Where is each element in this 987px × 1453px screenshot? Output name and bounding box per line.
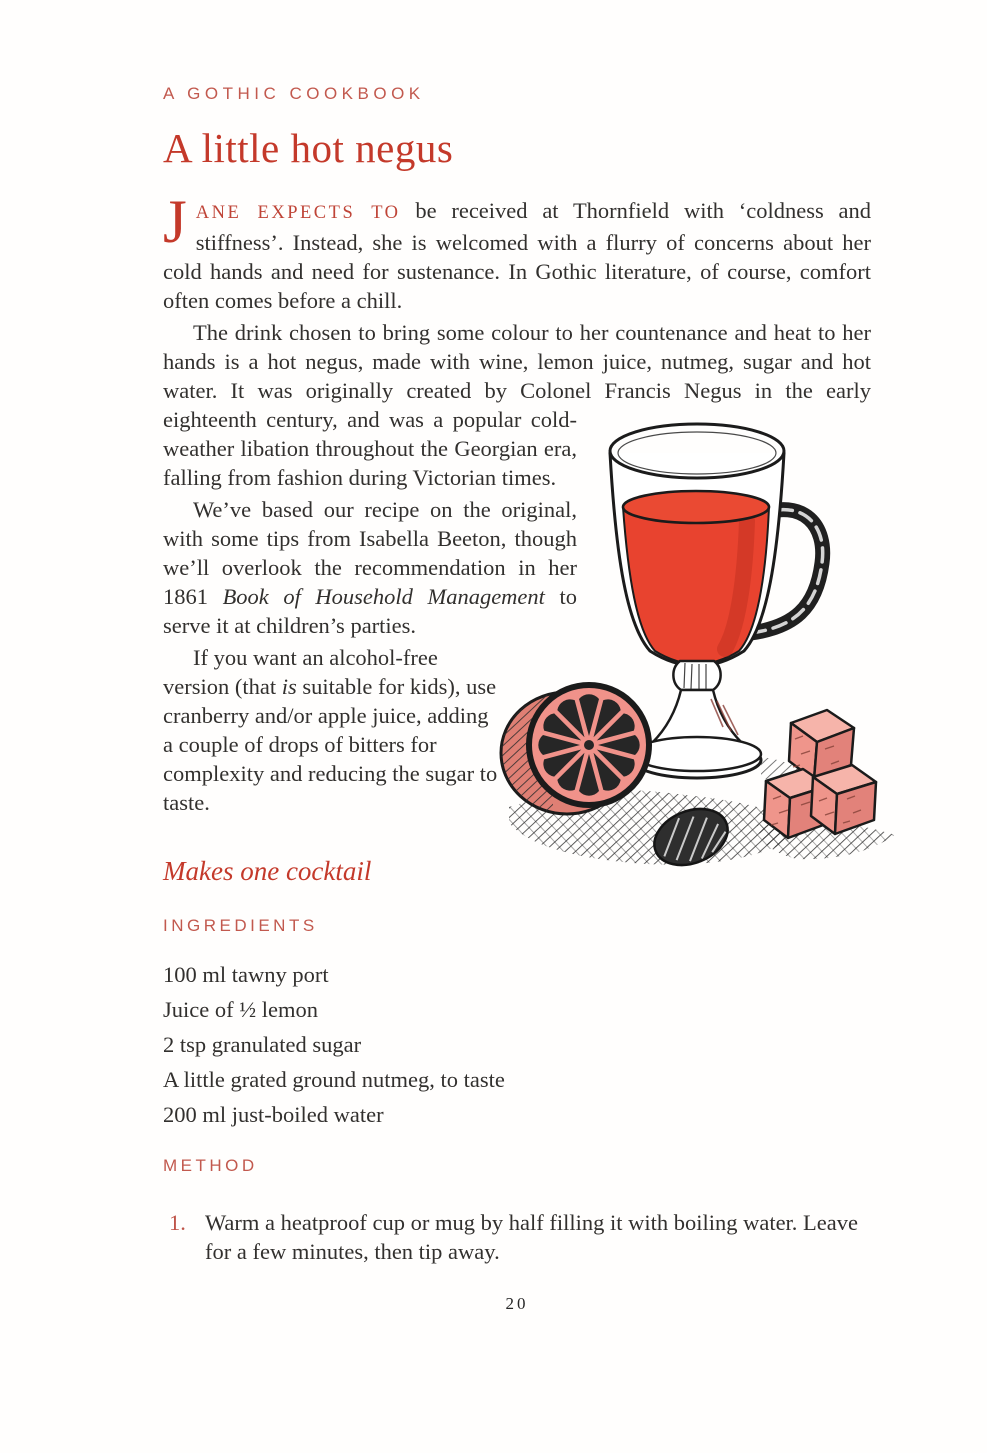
paragraph-text: We’ve based our recipe on the original, with some tips from Isabella Beeton, though we’ll overlook the recommendation in her 1861 bbox=[163, 496, 577, 609]
book-kicker: A GOTHIC COOKBOOK bbox=[163, 84, 425, 103]
method-step bbox=[163, 1208, 871, 1266]
intro-paragraph-2 bbox=[163, 318, 871, 492]
paragraph-text: If you want an alcohol-free version (that bbox=[163, 644, 438, 699]
page-number: 20 bbox=[505, 1294, 529, 1313]
liquid-surface bbox=[623, 491, 769, 523]
method-header: METHOD bbox=[163, 1155, 258, 1175]
page-content bbox=[163, 0, 871, 1313]
intro-paragraph-1 bbox=[163, 188, 871, 315]
recipe-title: A little hot negus bbox=[163, 125, 454, 171]
book-title-italic: Book of Household Management bbox=[222, 583, 545, 609]
ingredients-list bbox=[163, 957, 871, 1132]
yield-note: Makes one cocktail bbox=[163, 855, 372, 886]
paragraph-text: suitable for kids), use cranberry and/or apple juice, adding a couple of drops of bitters for complexity and reducing the sugar to taste. bbox=[163, 673, 498, 815]
paragraph-text: eighteenth century, and was a popular cold-weather libation throughout the Georgian era, falling from fashion during Victorian times. bbox=[163, 406, 577, 490]
ingredient-item: 2 tsp granulated sugar bbox=[163, 1031, 362, 1057]
paragraph-text: The drink chosen to bring some colour to her countenance and heat to her hands is a hot negus, made with wine, lemon juice, nutmeg, sugar and hot water. It was originally created by Colonel Francis Negus in the early bbox=[163, 319, 871, 403]
ingredient-item: A little grated ground nutmeg, to taste bbox=[163, 1066, 505, 1092]
emphasis-italic: is bbox=[281, 673, 297, 699]
paragraph-text: be received at Thornfield with ‘coldness and stiffness’. Instead, she is welcomed with a flurry of concerns about her cold hands and need for sustenance. In Gothic literature, of course, comfort often comes before a chill. bbox=[163, 197, 871, 313]
negus-illustration-svg bbox=[495, 409, 935, 879]
lead-small-caps: ANE EXPECTS TO bbox=[195, 202, 401, 223]
ingredient-item: 100 ml tawny port bbox=[163, 961, 329, 987]
ingredient-item: 200 ml just-boiled water bbox=[163, 1101, 384, 1127]
ingredient-item: Juice of ½ lemon bbox=[163, 996, 318, 1022]
paragraph-text: to serve it at children’s parties. bbox=[163, 583, 577, 638]
stem-knop bbox=[673, 661, 720, 690]
negus-illustration bbox=[501, 409, 871, 879]
step-number: 1. bbox=[169, 1209, 186, 1235]
drop-cap: J bbox=[163, 188, 187, 256]
step-text: Warm a heatproof cup or mug by half filling it with boiling water. Leave for a few minutes, then tip away. bbox=[205, 1209, 859, 1264]
method-list bbox=[163, 1208, 871, 1266]
ingredients-header: INGREDIENTS bbox=[163, 915, 318, 935]
